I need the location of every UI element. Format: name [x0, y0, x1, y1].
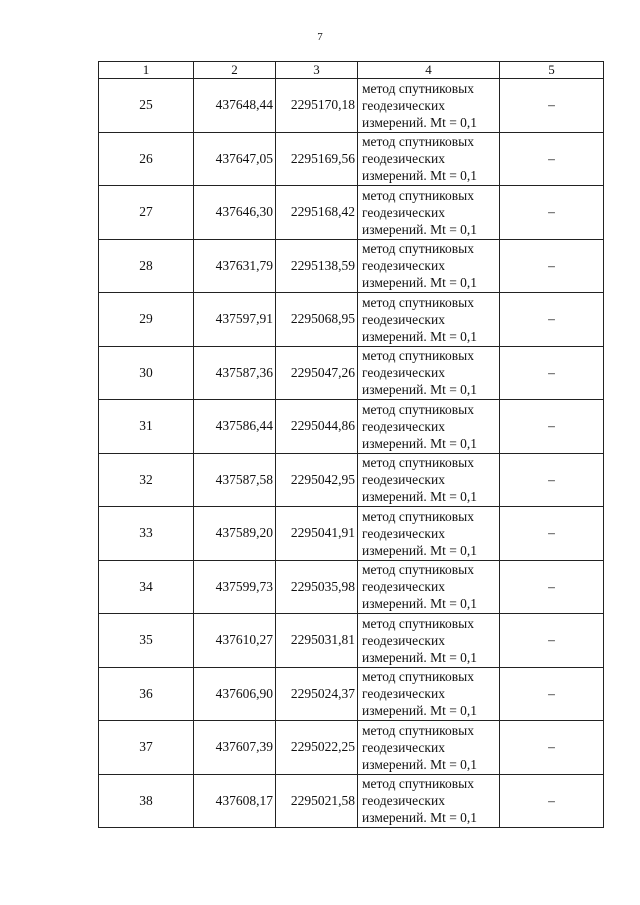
column-header: 4 — [358, 62, 500, 79]
column-header: 3 — [276, 62, 358, 79]
note-cell: – — [500, 293, 604, 347]
x-coordinate-cell: 437606,90 — [194, 667, 276, 721]
method-line: измерений. Mt = 0,1 — [362, 275, 478, 291]
point-number-cell: 31 — [99, 400, 194, 454]
method-line: метод спутниковых — [362, 722, 474, 738]
method-line: измерений. Mt = 0,1 — [362, 596, 478, 612]
method-cell — [358, 453, 500, 507]
y-coordinate-cell: 2295169,56 — [276, 132, 358, 186]
x-coordinate-cell: 437648,44 — [194, 79, 276, 133]
method-line: геодезических — [362, 204, 445, 220]
table-row — [99, 774, 604, 828]
x-coordinate-cell: 437610,27 — [194, 614, 276, 668]
point-number-cell: 34 — [99, 560, 194, 614]
point-number-cell: 33 — [99, 507, 194, 561]
y-coordinate-cell: 2295170,18 — [276, 79, 358, 133]
point-number-cell: 27 — [99, 186, 194, 240]
y-coordinate-cell: 2295041,91 — [276, 507, 358, 561]
method-line: геодезических — [362, 97, 445, 113]
method-line: геодезических — [362, 632, 445, 648]
table-row — [99, 239, 604, 293]
method-line: измерений. Mt = 0,1 — [362, 810, 478, 826]
note-cell: – — [500, 400, 604, 454]
method-line: измерений. Mt = 0,1 — [362, 542, 478, 558]
method-line: измерений. Mt = 0,1 — [362, 328, 478, 344]
method-line: измерений. Mt = 0,1 — [362, 756, 478, 772]
table-row — [99, 79, 604, 133]
x-coordinate-cell: 437586,44 — [194, 400, 276, 454]
method-line: метод спутниковых — [362, 134, 474, 150]
method-line: метод спутниковых — [362, 348, 474, 364]
method-line: метод спутниковых — [362, 562, 474, 578]
y-coordinate-cell: 2295168,42 — [276, 186, 358, 240]
note-cell: – — [500, 132, 604, 186]
table-row — [99, 667, 604, 721]
table-row — [99, 400, 604, 454]
column-header: 1 — [99, 62, 194, 79]
method-line: геодезических — [362, 151, 445, 167]
method-line: геодезических — [362, 472, 445, 488]
y-coordinate-cell: 2295024,37 — [276, 667, 358, 721]
method-line: измерений. Mt = 0,1 — [362, 703, 478, 719]
note-cell: – — [500, 560, 604, 614]
page-number: 7 — [317, 31, 323, 43]
x-coordinate-cell: 437599,73 — [194, 560, 276, 614]
method-line: геодезических — [362, 793, 445, 809]
y-coordinate-cell: 2295021,58 — [276, 774, 358, 828]
method-line: метод спутниковых — [362, 294, 474, 310]
method-cell — [358, 507, 500, 561]
method-line: геодезических — [362, 258, 445, 274]
method-line: измерений. Mt = 0,1 — [362, 489, 478, 505]
y-coordinate-cell: 2295042,95 — [276, 453, 358, 507]
method-line: геодезических — [362, 686, 445, 702]
x-coordinate-cell: 437631,79 — [194, 239, 276, 293]
method-cell — [358, 132, 500, 186]
x-coordinate-cell: 437646,30 — [194, 186, 276, 240]
table-header-row — [99, 62, 604, 79]
note-cell: – — [500, 507, 604, 561]
table-body — [99, 79, 604, 828]
x-coordinate-cell: 437589,20 — [194, 507, 276, 561]
coordinates-table — [98, 61, 604, 828]
method-line: измерений. Mt = 0,1 — [362, 168, 478, 184]
note-cell: – — [500, 667, 604, 721]
method-line: геодезических — [362, 739, 445, 755]
x-coordinate-cell: 437608,17 — [194, 774, 276, 828]
note-cell: – — [500, 721, 604, 775]
point-number-cell: 37 — [99, 721, 194, 775]
note-cell: – — [500, 239, 604, 293]
x-coordinate-cell: 437607,39 — [194, 721, 276, 775]
note-cell: – — [500, 774, 604, 828]
point-number-cell: 32 — [99, 453, 194, 507]
method-cell — [358, 346, 500, 400]
y-coordinate-cell: 2295138,59 — [276, 239, 358, 293]
method-line: измерений. Mt = 0,1 — [362, 435, 478, 451]
method-cell — [358, 721, 500, 775]
y-coordinate-cell: 2295068,95 — [276, 293, 358, 347]
column-header: 2 — [194, 62, 276, 79]
method-cell — [358, 79, 500, 133]
note-cell: – — [500, 79, 604, 133]
point-number-cell: 28 — [99, 239, 194, 293]
x-coordinate-cell: 437587,36 — [194, 346, 276, 400]
point-number-cell: 30 — [99, 346, 194, 400]
table-row — [99, 560, 604, 614]
point-number-cell: 29 — [99, 293, 194, 347]
note-cell: – — [500, 346, 604, 400]
table-row — [99, 186, 604, 240]
table-row — [99, 132, 604, 186]
method-cell — [358, 774, 500, 828]
y-coordinate-cell: 2295047,26 — [276, 346, 358, 400]
point-number-cell: 38 — [99, 774, 194, 828]
x-coordinate-cell: 437647,05 — [194, 132, 276, 186]
method-cell — [358, 400, 500, 454]
method-line: метод спутниковых — [362, 241, 474, 257]
method-line: геодезических — [362, 418, 445, 434]
method-line: метод спутниковых — [362, 776, 474, 792]
y-coordinate-cell: 2295044,86 — [276, 400, 358, 454]
note-cell: – — [500, 614, 604, 668]
table-row — [99, 614, 604, 668]
method-cell — [358, 186, 500, 240]
method-line: метод спутниковых — [362, 187, 474, 203]
method-line: измерений. Mt = 0,1 — [362, 114, 478, 130]
method-line: метод спутниковых — [362, 455, 474, 471]
x-coordinate-cell: 437597,91 — [194, 293, 276, 347]
method-line: метод спутниковых — [362, 80, 474, 96]
method-line: метод спутниковых — [362, 669, 474, 685]
y-coordinate-cell: 2295035,98 — [276, 560, 358, 614]
method-cell — [358, 560, 500, 614]
method-line: измерений. Mt = 0,1 — [362, 649, 478, 665]
table-row — [99, 507, 604, 561]
note-cell: – — [500, 453, 604, 507]
table-row — [99, 721, 604, 775]
point-number-cell: 35 — [99, 614, 194, 668]
method-cell — [358, 239, 500, 293]
method-cell — [358, 667, 500, 721]
table-row — [99, 293, 604, 347]
table-row — [99, 453, 604, 507]
method-line: геодезических — [362, 311, 445, 327]
method-line: геодезических — [362, 525, 445, 541]
method-line: измерений. Mt = 0,1 — [362, 382, 478, 398]
method-line: геодезических — [362, 579, 445, 595]
method-line: измерений. Mt = 0,1 — [362, 221, 478, 237]
method-line: метод спутниковых — [362, 401, 474, 417]
method-line: метод спутниковых — [362, 508, 474, 524]
y-coordinate-cell: 2295031,81 — [276, 614, 358, 668]
point-number-cell: 26 — [99, 132, 194, 186]
y-coordinate-cell: 2295022,25 — [276, 721, 358, 775]
method-line: геодезических — [362, 365, 445, 381]
column-header: 5 — [500, 62, 604, 79]
x-coordinate-cell: 437587,58 — [194, 453, 276, 507]
note-cell: – — [500, 186, 604, 240]
method-line: метод спутниковых — [362, 615, 474, 631]
point-number-cell: 25 — [99, 79, 194, 133]
table-row — [99, 346, 604, 400]
point-number-cell: 36 — [99, 667, 194, 721]
method-cell — [358, 293, 500, 347]
method-cell — [358, 614, 500, 668]
